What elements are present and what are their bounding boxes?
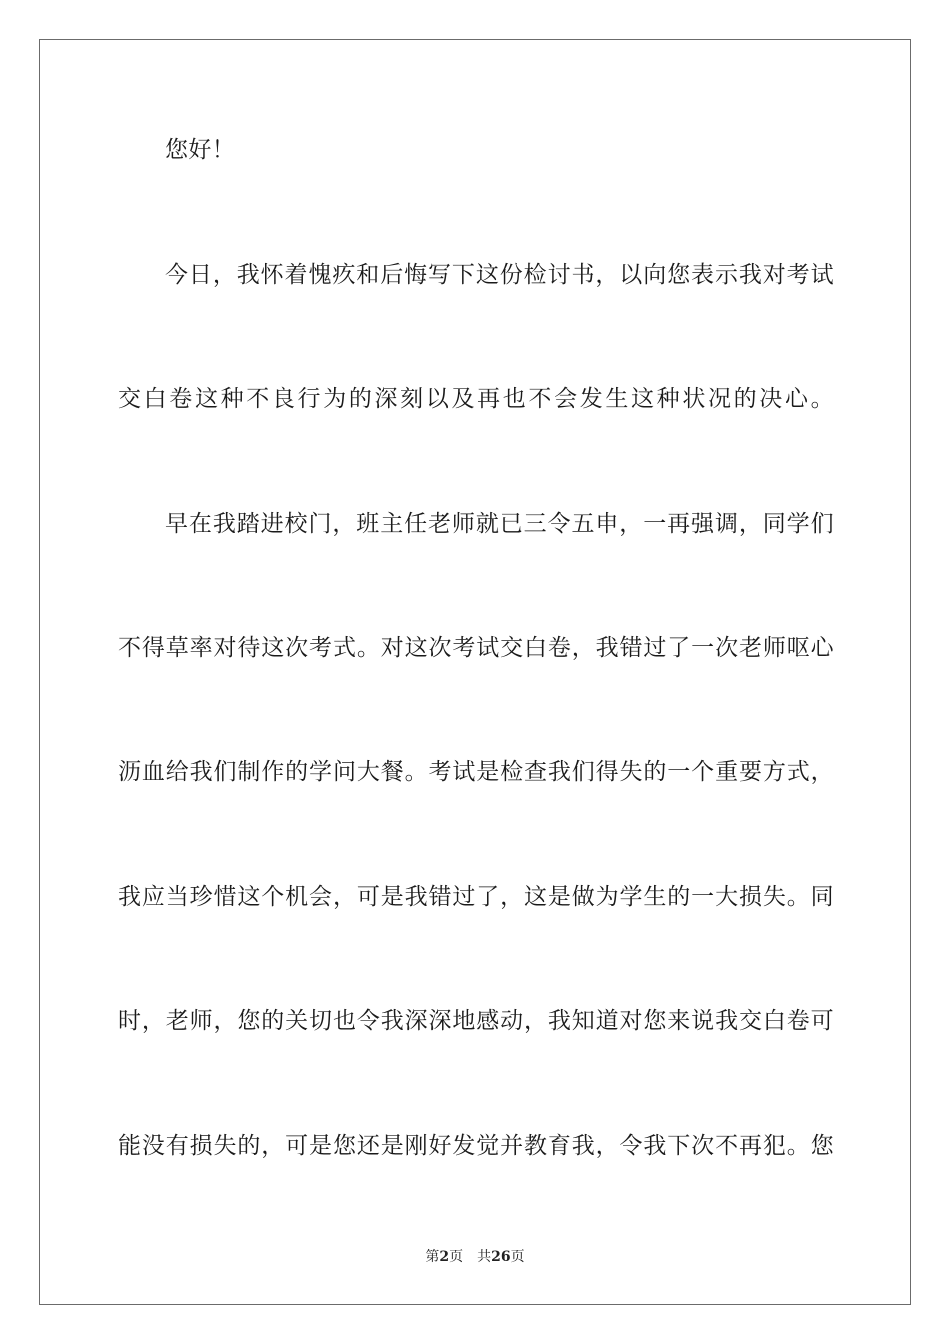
paragraph-line-3: 早在我踏进校门，班主任老师就已三令五申，一再强调，同学们 [165, 511, 834, 537]
paragraph-line-4: 不得草率对待这次考式。对这次考试交白卷，我错过了一次老师呕心 [118, 635, 834, 661]
page-number: 2 [439, 1249, 450, 1265]
paragraph-line-1: 今日，我怀着愧疚和后悔写下这份检讨书，以向您表示我对考试 [165, 262, 834, 288]
page-suffix: 页 [449, 1249, 464, 1265]
paragraph-line-6: 我应当珍惜这个机会，可是我错过了，这是做为学生的一大损失。同 [118, 884, 834, 910]
paragraph-line-2: 交白卷这种不良行为的深刻以及再也不会发生这种状况的决心。 [118, 386, 834, 412]
page-border [39, 39, 911, 1305]
page-footer [0, 1247, 950, 1267]
paragraph-line-8: 能没有损失的，可是您还是刚好发觉并教育我，令我下次不再犯。您 [118, 1133, 834, 1159]
page-prefix: 第 [425, 1249, 440, 1265]
total-prefix: 共 [477, 1249, 492, 1265]
total-suffix: 页 [510, 1249, 525, 1265]
total-pages: 26 [491, 1249, 511, 1265]
paragraph-line-5: 沥血给我们制作的学问大餐。考试是检查我们得失的一个重要方式， [118, 759, 834, 785]
paragraph-line-7: 时，老师，您的关切也令我深深地感动，我知道对您来说我交白卷可 [118, 1008, 834, 1034]
greeting-line: 您好！ [165, 137, 236, 163]
